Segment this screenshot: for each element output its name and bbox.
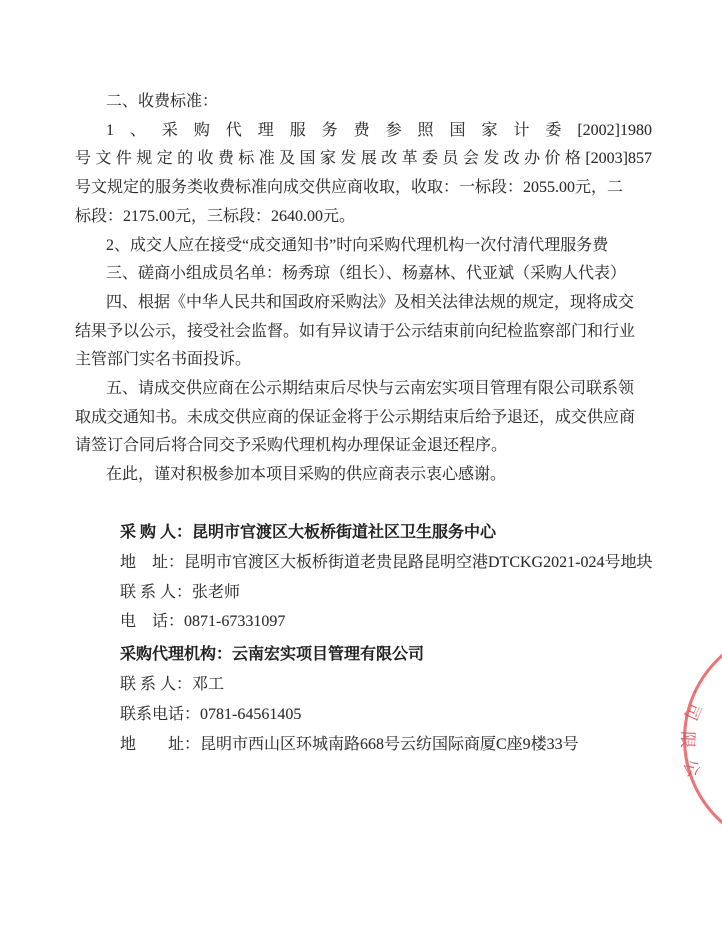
document-line-heading-4: 四、根据《中华人民共和国政府采购法》及相关法律法规的规定，现将成交 <box>106 293 635 311</box>
document-line: 1、采购代理服务费参照国家计委[2002]1980 <box>106 121 652 139</box>
document-line-closing: 在此，谨对积极参加本项目采购的供应商表示衷心感谢。 <box>106 466 507 484</box>
agency-phone-line: 联系电话：0781-64561405 <box>120 705 302 723</box>
contact-info-block <box>120 518 680 759</box>
document-line: 主管部门实名书面投诉。 <box>75 351 252 369</box>
document-line: 请签订合同后将合同交予采购代理机构办理保证金退还程序。 <box>75 437 508 455</box>
seal-character: 公 <box>679 757 704 780</box>
seal-character: 限 <box>677 730 698 749</box>
agency-contact-line: 联 系 人：邓工 <box>120 675 225 693</box>
seal-character: 司 <box>680 699 705 724</box>
agency-name-line: 采购代理机构：云南宏实项目管理有限公司 <box>120 646 425 664</box>
document-line: 标段：2175.00元，三标段：2640.00元。 <box>75 207 356 225</box>
document-line: 2、成交人应在接受“成交通知书”时向采购代理机构一次付清代理服务费 <box>106 236 609 254</box>
document-line-heading-5: 五、请成交供应商在公示期结束后尽快与云南宏实项目管理有限公司联系领 <box>106 380 635 398</box>
document-line: 号文规定的服务类收费标准向成交供应商收取，收取：一标段：2055.00元，二 <box>75 179 624 197</box>
document-line-heading-3: 三、磋商小组成员名单：杨秀琼（组长）、杨嘉林、代亚斌（采购人代表） <box>106 265 627 283</box>
purchaser-name-line: 采 购 人：昆明市官渡区大板桥街道社区卫生服务中心 <box>120 524 497 541</box>
purchaser-address-line: 地 址：昆明市官渡区大板桥街道老贵昆路昆明空港DTCKG2021-024号地块 <box>120 553 653 571</box>
document-line: 取成交通知书。未成交供应商的保证金将于公示期结束后给予退还，成交供应商 <box>75 408 636 426</box>
purchaser-contact-line: 联 系 人：张老师 <box>120 583 241 601</box>
agency-address-line: 地 址：昆明市西山区环城南路668号云纺国际商厦C座9楼33号 <box>120 735 579 753</box>
document-line: 结果予以公示，接受社会监督。如有异议请于公示结束前向纪检监察部门和行业 <box>75 322 636 340</box>
announcement-body <box>75 88 652 490</box>
document-line-heading-2: 二、收费标准： <box>106 93 219 110</box>
document-line: 号文件规定的收费标准及国家发展改革委员会发改办价格[2003]857 <box>75 150 652 168</box>
purchaser-phone-line: 电 话：0871-67331097 <box>120 613 286 631</box>
seal-character: · <box>688 686 704 698</box>
